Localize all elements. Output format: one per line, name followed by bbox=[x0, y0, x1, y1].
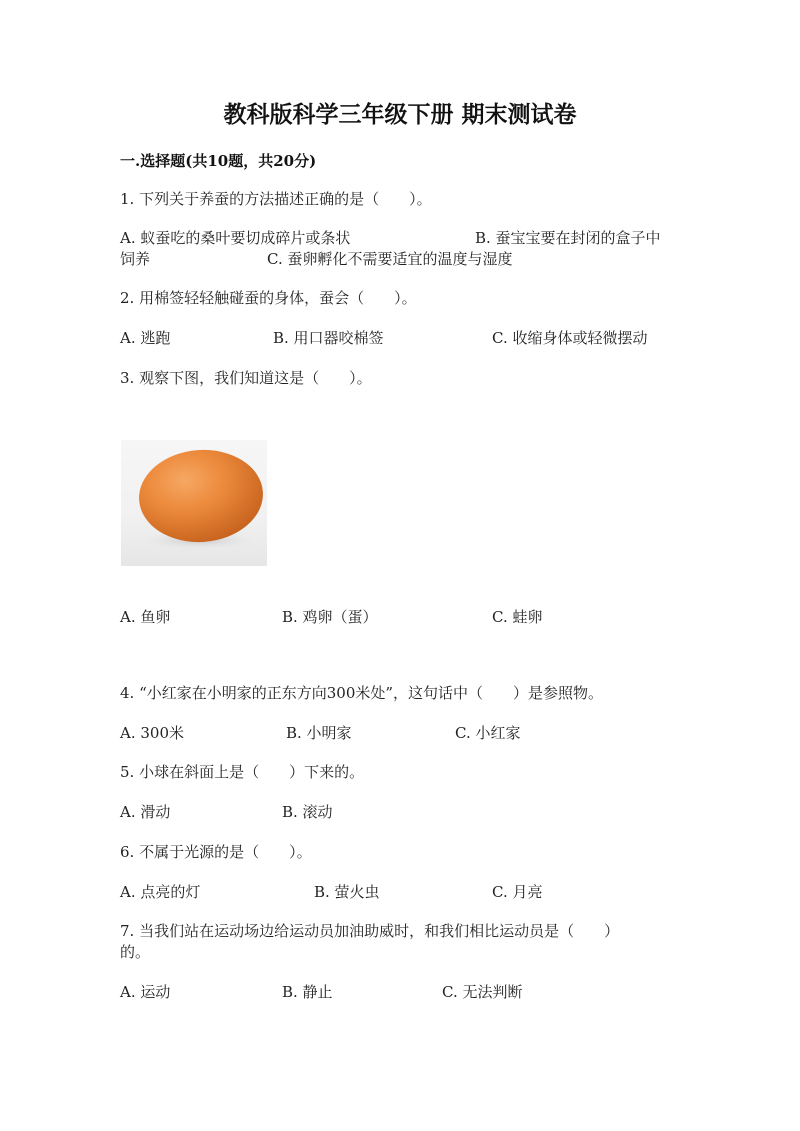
question-1-option-a: A. 蚁蚕吃的桑叶要切成碎片或条状 bbox=[120, 229, 351, 247]
question-3-option-c: C. 蛙卵 bbox=[492, 608, 543, 626]
question-6-stem: 6. 不属于光源的是（ ）。 bbox=[120, 843, 312, 861]
question-1-option-b-cont: 饲养 bbox=[120, 250, 151, 268]
question-2-option-a: A. 逃跑 bbox=[120, 329, 171, 347]
question-3-option-a: A. 鱼卵 bbox=[120, 608, 171, 626]
section-title: 一.选择题(共10题，共20分) bbox=[120, 152, 317, 170]
question-5-stem: 5. 小球在斜面上是（ ）下来的。 bbox=[120, 763, 365, 781]
question-2-option-b: B. 用口器咬棉签 bbox=[273, 329, 384, 347]
question-6-option-b: B. 萤火虫 bbox=[314, 883, 380, 901]
question-7-stem: 7. 当我们站在运动场边给运动员加油助威时，和我们相比运动员是（ ） bbox=[120, 922, 620, 940]
question-4-option-a: A. 300米 bbox=[120, 724, 184, 742]
question-7-option-b: B. 静止 bbox=[282, 983, 333, 1001]
question-1-option-c: C. 蚕卵孵化不需要适宜的温度与湿度 bbox=[267, 250, 513, 268]
question-7-option-a: A. 运动 bbox=[120, 983, 171, 1001]
question-2-stem: 2. 用棉签轻轻触碰蚕的身体，蚕会（ ）。 bbox=[120, 289, 417, 307]
question-7-stem-cont: 的。 bbox=[120, 943, 151, 961]
question-5-option-b: B. 滚动 bbox=[282, 803, 333, 821]
question-4-option-c: C. 小红家 bbox=[455, 724, 521, 742]
egg-image bbox=[121, 440, 267, 566]
question-2-option-c: C. 收缩身体或轻微摆动 bbox=[492, 329, 648, 347]
question-3-stem: 3. 观察下图，我们知道这是（ ）。 bbox=[120, 369, 372, 387]
question-4-option-b: B. 小明家 bbox=[286, 724, 352, 742]
page-title: 教科版科学三年级下册 期末测试卷 bbox=[223, 101, 577, 128]
question-6-option-c: C. 月亮 bbox=[492, 883, 543, 901]
egg-icon bbox=[121, 440, 267, 566]
question-7-option-c: C. 无法判断 bbox=[442, 983, 523, 1001]
question-3-option-b: B. 鸡卵（蛋） bbox=[282, 608, 378, 626]
question-6-option-a: A. 点亮的灯 bbox=[120, 883, 201, 901]
question-1-option-b: B. 蚕宝宝要在封闭的盒子中 bbox=[475, 229, 661, 247]
question-5-option-a: A. 滑动 bbox=[120, 803, 171, 821]
question-4-stem: 4. “小红家在小明家的正东方向300米处”，这句话中（ ）是参照物。 bbox=[120, 684, 604, 702]
question-1-stem: 1. 下列关于养蚕的方法描述正确的是（ ）。 bbox=[120, 190, 432, 208]
